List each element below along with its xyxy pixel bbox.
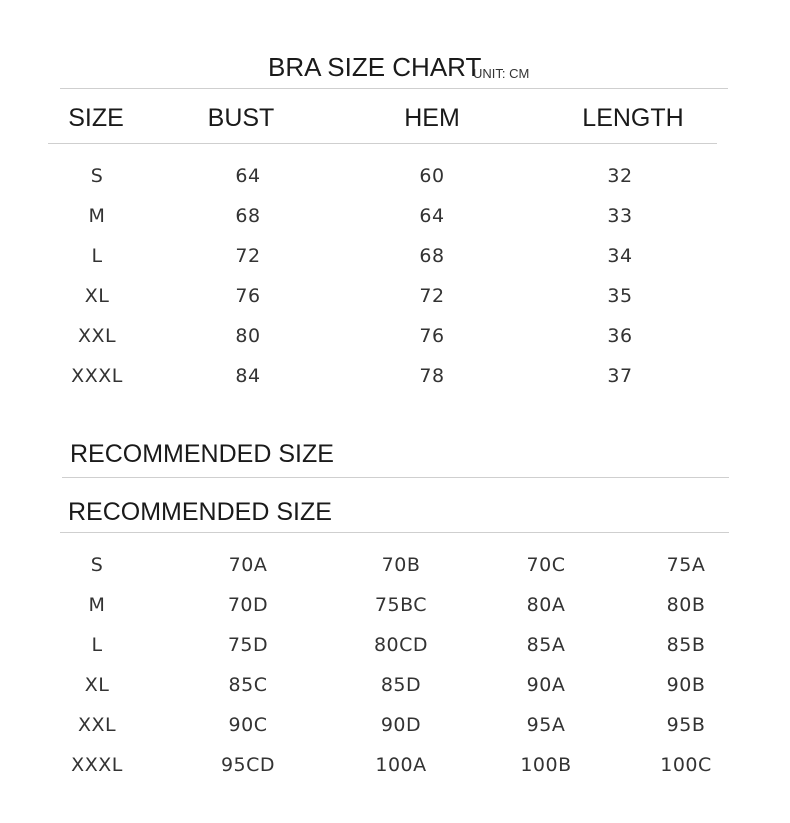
- table-cell: 72: [419, 285, 445, 307]
- table-cell: 85C: [228, 674, 268, 696]
- table-cell: 85A: [526, 634, 566, 656]
- table-cell: 95A: [526, 714, 566, 736]
- table-cell: 64: [419, 205, 445, 227]
- recommended-heading-1: RECOMMENDED SIZE: [70, 440, 334, 468]
- table-cell: 76: [419, 325, 445, 347]
- table-cell: 76: [235, 285, 261, 307]
- table-cell: XXXL: [71, 365, 123, 387]
- table-cell: M: [88, 205, 106, 227]
- table-cell: 100A: [375, 754, 427, 776]
- table-cell: 100C: [660, 754, 712, 776]
- header-divider: [48, 143, 717, 144]
- table-cell: 75D: [227, 634, 269, 656]
- table-cell: L: [91, 634, 103, 656]
- table-cell: 84: [235, 365, 261, 387]
- table-cell: 80B: [666, 594, 706, 616]
- table-cell: 95B: [666, 714, 706, 736]
- table-cell: L: [91, 245, 103, 267]
- table-cell: 85B: [666, 634, 706, 656]
- table-cell: 35: [607, 285, 633, 307]
- header-size: SIZE: [68, 104, 124, 132]
- table-cell: XL: [84, 674, 110, 696]
- chart-title-area: [0, 50, 790, 86]
- title-divider: [60, 88, 728, 89]
- table-cell: XXXL: [71, 754, 123, 776]
- table-cell: 36: [607, 325, 633, 347]
- table-cell: 68: [419, 245, 445, 267]
- table-cell: XXL: [77, 714, 117, 736]
- table-cell: 70B: [381, 554, 421, 576]
- table-cell: 100B: [520, 754, 572, 776]
- header-bust: BUST: [207, 104, 275, 132]
- table-cell: 80A: [526, 594, 566, 616]
- table-cell: 95CD: [220, 754, 276, 776]
- table-cell: 70C: [526, 554, 566, 576]
- table-cell: XXL: [77, 325, 117, 347]
- table-cell: 60: [419, 165, 445, 187]
- section-divider-1: [62, 477, 729, 478]
- table-cell: 80CD: [373, 634, 429, 656]
- table-cell: 72: [235, 245, 261, 267]
- table-cell: 75A: [666, 554, 706, 576]
- recommended-heading-2: RECOMMENDED SIZE: [68, 498, 332, 526]
- table-cell: S: [90, 554, 104, 576]
- table-cell: S: [90, 165, 104, 187]
- table-cell: 90A: [526, 674, 566, 696]
- table-cell: 32: [607, 165, 633, 187]
- table-cell: M: [88, 594, 106, 616]
- table-cell: 68: [235, 205, 261, 227]
- chart-title: BRA SIZE CHART: [268, 52, 482, 82]
- table-cell: 37: [607, 365, 633, 387]
- table-cell: 70A: [228, 554, 268, 576]
- table-cell: 78: [419, 365, 445, 387]
- unit-label: UNIT: CM: [473, 66, 530, 81]
- table-cell: 33: [607, 205, 633, 227]
- header-hem: HEM: [404, 104, 460, 132]
- table-cell: 90B: [666, 674, 706, 696]
- table-cell: 75BC: [374, 594, 428, 616]
- table-cell: 90C: [228, 714, 268, 736]
- table-cell: 90D: [380, 714, 422, 736]
- table-cell: XL: [84, 285, 110, 307]
- table-cell: 70D: [227, 594, 269, 616]
- table-cell: 64: [235, 165, 261, 187]
- table-cell: 80: [235, 325, 261, 347]
- section-divider-2: [60, 532, 729, 533]
- table-cell: 85D: [380, 674, 422, 696]
- table-cell: 34: [607, 245, 633, 267]
- header-length: LENGTH: [582, 104, 684, 132]
